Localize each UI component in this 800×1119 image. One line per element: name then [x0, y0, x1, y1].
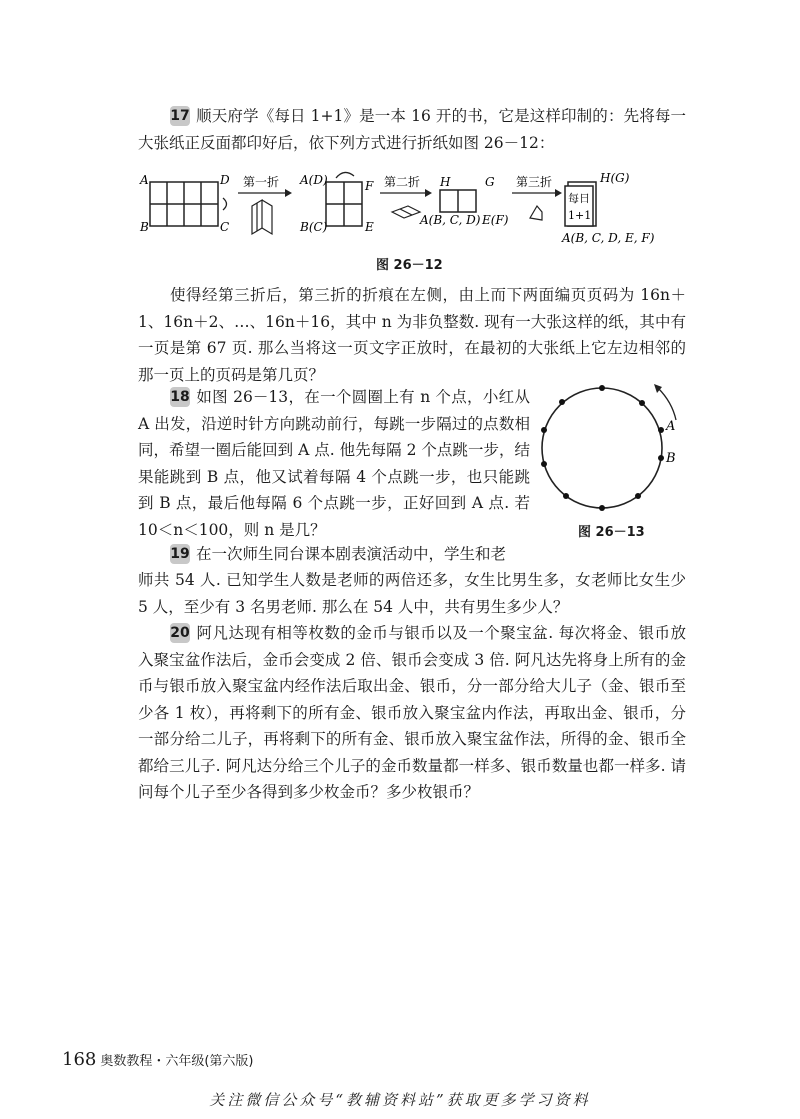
half-sheet [326, 182, 362, 226]
problem-17-intro-text: 顺天府学《每日 1+1》是一本 16 开的书，它是这样印制的：先将每一大张纸正反面都印好后，依下列方式进行折纸如图 26－12： [138, 107, 686, 152]
problem-17-body: 使得经第三折后，第三折的折痕在左侧，由上而下两面编页页码为 16n＋1、16n＋2、…、16n＋16，其中 n 为非负整数. 现有一大张这样的纸，其中有一页是第 67 页. 那么当将这一页文字正放时，在最初的大张纸上它左边相邻的那一页上的页码是第几页？ [138, 286, 686, 384]
label-B: B [666, 451, 676, 466]
direction-arrow [658, 388, 676, 420]
booklet-title-1: 每日 [568, 192, 590, 205]
fold-2-sketch [392, 206, 420, 218]
problem-18-text: 如图 26－13，在一个圆圈上有 n 个点，小红从 A 出发，沿逆时针方向跳动前行，每跳一步隔过的点数相同，希望一圈后能回到 A 点. 他先每隔 2 个点跳一步，结果能跳到 B 点，他又试着每隔 4 个点跳一步，也只能跳到 B 点，最后他每隔 6 个点跳一步，正好回到 A 点. 若 10＜n＜100，则 n 是几？ [138, 388, 530, 539]
fold-curve-2 [336, 172, 354, 178]
point [599, 385, 605, 391]
label-F: F [365, 179, 374, 193]
problem-number-badge: 18 [170, 389, 190, 405]
fold-1-label: 第一折 [243, 175, 280, 189]
problem-number-badge: 20 [170, 625, 190, 641]
big-sheet [150, 182, 218, 226]
label-D: D [220, 173, 230, 187]
point [541, 461, 547, 467]
point-A [658, 427, 664, 433]
point-B [658, 455, 664, 461]
problem-18 [138, 384, 530, 543]
point [635, 493, 641, 499]
figure-26-12-caption: 图 26－12 [376, 258, 443, 273]
label-H: H [440, 175, 451, 189]
problem-20 [138, 620, 686, 806]
page-number: 168 [62, 1049, 97, 1070]
quarter-sheet [440, 190, 476, 212]
figure-26-13-caption: 图 26－13 [578, 525, 645, 540]
label-B: B [140, 220, 149, 234]
label-C: C [220, 220, 230, 234]
watermark: 关注微信公众号“教辅资料站”获取更多学习资料 [209, 1091, 591, 1109]
problem-19-rest: 师共 54 人. 已知学生人数是老师的两倍还多，女生比男生多，女老师比女生少 5 人，至少有 3 名男老师. 那么在 54 人中，共有男生多少人？ [138, 571, 686, 616]
fold-curve-1 [223, 198, 227, 210]
fold-3-label: 第三折 [516, 175, 553, 189]
fold-3-sketch [530, 206, 542, 220]
label-ABCD: A(B, C, D) [420, 213, 481, 227]
point [639, 400, 645, 406]
circle-points [541, 385, 664, 511]
arrow-2-head [425, 189, 432, 197]
label-EF: E(F) [482, 213, 509, 227]
figure-26-12 [130, 168, 690, 248]
arrow-3-head [555, 189, 562, 197]
label-E: E [365, 220, 374, 234]
booklet-title-2: 1+1 [568, 209, 592, 222]
label-BC: B(C) [300, 220, 328, 234]
label-A: A [140, 173, 149, 187]
problem-number-badge: 19 [170, 546, 190, 562]
figure-26-13 [530, 378, 690, 523]
book-title: 奥数教程・六年级(第六版) [100, 1054, 254, 1069]
label-G: G [485, 175, 495, 189]
problem-17-intro [138, 103, 686, 156]
problem-19-first-line [138, 541, 530, 568]
point [541, 427, 547, 433]
label-A: A [666, 419, 676, 434]
label-ABCDEF: A(B, C, D, E, F) [562, 231, 655, 245]
problem-19-line1: 在一次师生同台课本剧表演活动中，学生和老 [196, 545, 507, 563]
fold-1-sketch [252, 200, 272, 234]
circle [542, 388, 662, 508]
problem-20-text: 阿凡达现有相等枚数的金币与银币以及一个聚宝盆. 每次将金、银币放入聚宝盆作法后，金币会变成 2 倍、银币会变成 3 倍. 阿凡达先将身上所有的金币与银币放入聚宝盆内经作法后取出金、银币，分一部分给大儿子（金、银币至少各 1 枚），再将剩下的所有金、银币放入聚宝盆内作法，再取出金、银币，分一部分给二儿子，再将剩下的所有金、银币放入聚宝盆作法，所得的金、银币全都给三儿子. 阿凡达分给三个儿子的金币数量都一样多、银币数量也都一样多. 请问每个儿子至少各得到多少枚金币？多少枚银币？ [138, 624, 686, 801]
problem-number-badge: 17 [170, 108, 190, 124]
page-footer [62, 1049, 254, 1070]
point [599, 505, 605, 511]
point [563, 493, 569, 499]
arrow-1-head [285, 189, 292, 197]
label-HG: H(G) [600, 171, 630, 185]
point [559, 399, 565, 405]
label-AD: A(D) [300, 173, 328, 187]
fold-2-label: 第二折 [384, 175, 421, 189]
